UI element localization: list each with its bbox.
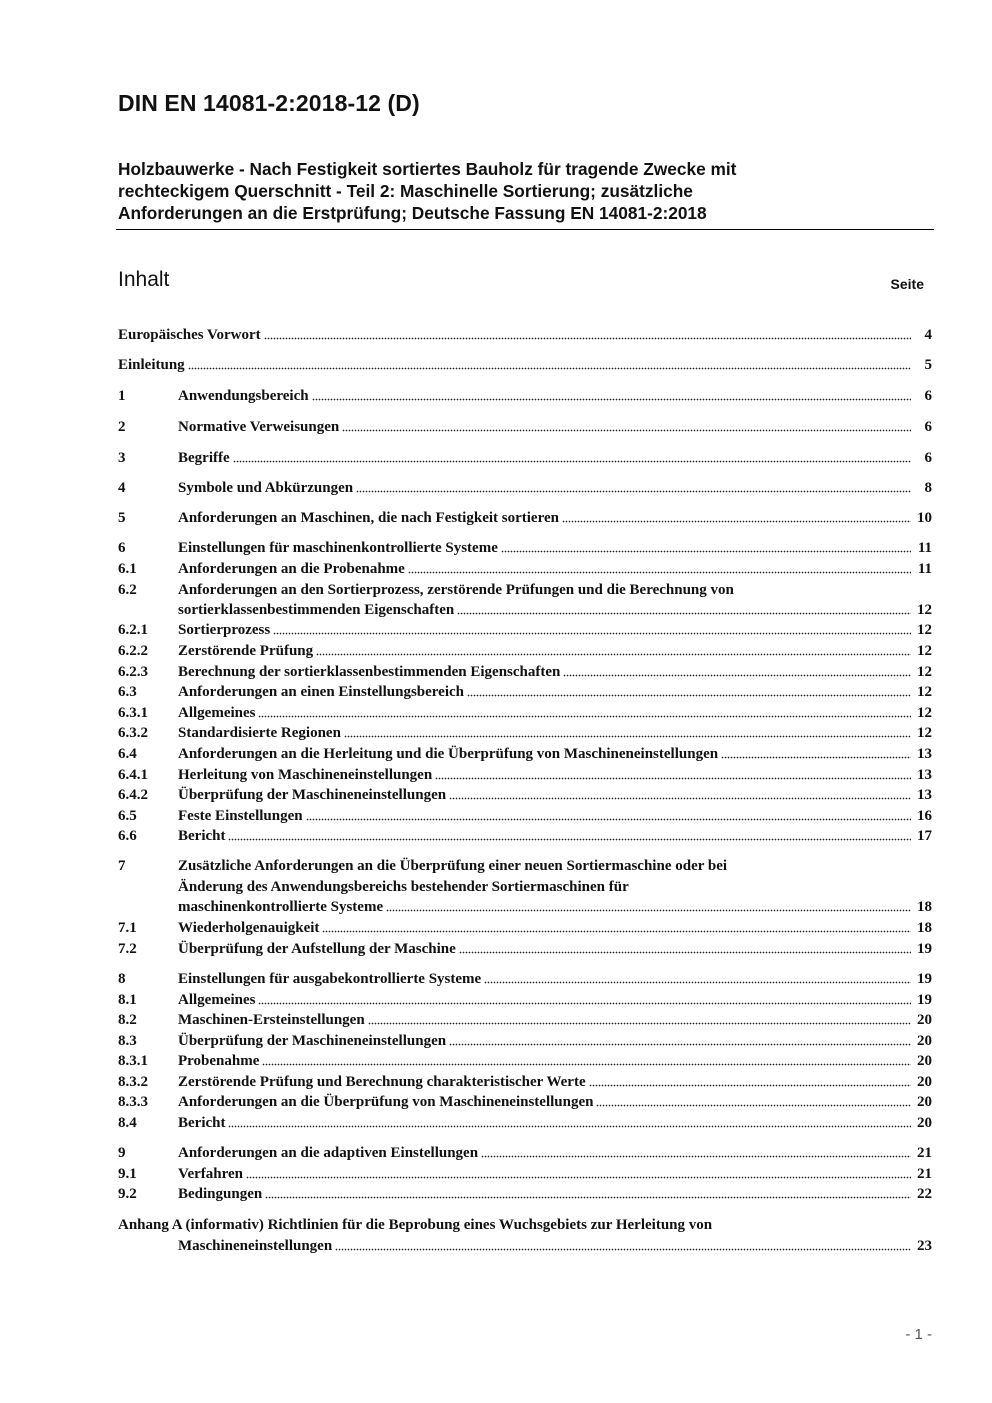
toc-entry[interactable] — [118, 939, 932, 959]
toc-leader-dots — [449, 795, 911, 800]
toc-entry-page: 20 — [917, 1012, 932, 1028]
toc-entry-number: 7.2 — [118, 941, 137, 957]
toc-entry-number: 8.3.3 — [118, 1094, 148, 1110]
page-number: - 1 - — [905, 1326, 932, 1343]
toc-entry[interactable] — [118, 744, 932, 764]
toc-entry-page: 10 — [917, 510, 932, 526]
toc-leader-dots — [596, 1102, 911, 1107]
toc-leader-dots — [721, 754, 911, 759]
toc-entry[interactable] — [118, 918, 932, 938]
toc-entry[interactable] — [118, 417, 932, 437]
toc-entry-page: 6 — [924, 450, 932, 466]
toc-entry-page: 18 — [917, 899, 932, 915]
toc-entry[interactable] — [118, 826, 932, 846]
toc-entry-page: 19 — [917, 992, 932, 1008]
toc-leader-dots — [386, 907, 911, 912]
toc-leader-dots — [246, 1174, 911, 1179]
toc-leader-dots — [258, 713, 911, 718]
toc-leader-dots — [335, 1246, 911, 1251]
toc-entry-number: 6 — [118, 540, 126, 556]
toc-entry-number: 9.1 — [118, 1166, 137, 1182]
toc-entry[interactable] — [118, 785, 932, 805]
toc-entry[interactable] — [118, 1143, 932, 1163]
toc-entry[interactable] — [118, 1031, 932, 1051]
toc-entry-title: Einstellungen für ausgabekontrollierte Systeme — [178, 971, 482, 987]
toc-leader-dots — [264, 335, 911, 340]
toc-entry-number: 9.2 — [118, 1186, 137, 1202]
toc-entry[interactable] — [118, 1236, 932, 1256]
toc-entry-title: Berechnung der sortierklassenbestimmenden Eigenschaften — [178, 664, 561, 680]
toc-entry-title: Änderung des Anwendungsbereichs bestehender Sortiermaschinen für — [178, 879, 629, 895]
toc-leader-dots — [589, 1082, 911, 1087]
toc-entry-page: 20 — [917, 1074, 932, 1090]
toc-entry[interactable] — [118, 355, 932, 375]
document-id: DIN EN 14081-2:2018-12 (D) — [118, 90, 420, 116]
toc-entry[interactable] — [118, 723, 932, 743]
toc-entry-page: 11 — [917, 540, 932, 556]
toc-entry-title: Maschinen-Ersteinstellungen — [178, 1012, 365, 1028]
toc-entry[interactable] — [118, 897, 932, 917]
toc-entry[interactable] — [118, 620, 932, 640]
title-line: rechteckigem Querschnitt - Teil 2: Maschinelle Sortierung; zusätzliche — [118, 181, 693, 201]
toc-leader-dots — [563, 672, 911, 677]
toc-entry[interactable] — [118, 877, 932, 897]
toc-leader-dots — [467, 692, 911, 697]
toc-entry-page: 20 — [917, 1094, 932, 1110]
toc-entry-title: Zerstörende Prüfung — [178, 643, 314, 659]
title-line: Holzbauwerke - Nach Festigkeit sortiertes Bauholz für tragende Zwecke mit — [118, 159, 737, 179]
toc-leader-dots — [233, 458, 911, 463]
toc-leader-dots — [562, 518, 911, 523]
toc-entry[interactable] — [118, 969, 932, 989]
toc-leader-dots — [258, 1000, 911, 1005]
toc-entry[interactable] — [118, 559, 932, 579]
toc-entry[interactable] — [118, 806, 932, 826]
toc-entry-number: 8.3.1 — [118, 1053, 148, 1069]
toc-entry-page: 21 — [917, 1145, 932, 1161]
toc-leader-dots — [265, 1194, 911, 1199]
toc-leader-dots — [368, 1020, 911, 1025]
toc-entry-page: 22 — [917, 1186, 932, 1202]
toc-entry-title: Anforderungen an die adaptiven Einstellungen — [178, 1145, 479, 1161]
toc-entry-number: 1 — [118, 388, 126, 404]
toc-entry[interactable] — [118, 1072, 932, 1092]
toc-entry-page: 13 — [917, 746, 932, 762]
toc-entry-page: 12 — [917, 664, 932, 680]
toc-entry[interactable] — [118, 1184, 932, 1204]
toc-leader-dots — [342, 427, 911, 432]
toc-entry-title: Anhang A (informativ) Richtlinien für die Beprobung eines Wuchsgebiets zur Herleitung von — [118, 1217, 713, 1233]
toc-entry-title: Überprüfung der Maschineneinstellungen — [178, 1033, 447, 1049]
toc-leader-dots — [501, 548, 911, 553]
toc-entry-title: Anforderungen an die Überprüfung von Maschineneinstellungen — [178, 1094, 594, 1110]
toc-entry[interactable] — [118, 765, 932, 785]
toc-entry-number: 6.2.3 — [118, 664, 148, 680]
toc-entry-title: Anforderungen an die Herleitung und die Überprüfung von Maschineneinstellungen — [178, 746, 719, 762]
toc-entry-page: 11 — [917, 561, 932, 577]
toc-leader-dots — [459, 949, 911, 954]
toc-entry-title: Bericht — [178, 828, 226, 844]
toc-entry-number: 6.4 — [118, 746, 137, 762]
toc-entry-number: 8.4 — [118, 1115, 137, 1131]
toc-entry-number: 6.4.2 — [118, 787, 148, 803]
toc-entry-title: Herleitung von Maschineneinstellungen — [178, 767, 433, 783]
toc-entry-number: 6.2.2 — [118, 643, 148, 659]
toc-heading: Inhalt — [118, 268, 170, 291]
toc-entry-page: 19 — [917, 971, 932, 987]
toc-entry[interactable] — [118, 990, 932, 1010]
toc-leader-dots — [188, 365, 911, 370]
toc-entry[interactable] — [118, 600, 932, 620]
toc-entry-number: 6.2 — [118, 582, 137, 598]
toc-entry-title: Überprüfung der Maschineneinstellungen — [178, 787, 447, 803]
toc-entry-title: Anforderungen an die Probenahme — [178, 561, 405, 577]
toc-leader-dots — [312, 396, 911, 401]
toc-leader-dots — [484, 979, 911, 984]
toc-entry-number: 8.3.2 — [118, 1074, 148, 1090]
toc-entry-title: Anforderungen an den Sortierprozess, zerstörende Prüfungen und die Berechnung von — [178, 582, 734, 598]
toc-entry-title: Bedingungen — [178, 1186, 263, 1202]
toc-entry-title: Maschineneinstellungen — [178, 1238, 333, 1254]
toc-entry-number: 8.3 — [118, 1033, 137, 1049]
toc-entry-number: 6.3 — [118, 684, 137, 700]
toc-entry[interactable] — [118, 641, 932, 661]
toc-entry[interactable] — [118, 1051, 932, 1071]
toc-leader-dots — [322, 928, 911, 933]
toc-entry-page: 17 — [917, 828, 932, 844]
toc-entry[interactable] — [118, 1164, 932, 1184]
toc-entry[interactable] — [118, 448, 932, 468]
toc-entry-page: 12 — [917, 705, 932, 721]
toc-entry-number: 3 — [118, 450, 126, 466]
toc-entry-number: 6.2.1 — [118, 622, 148, 638]
toc-entry-title: Standardisierte Regionen — [178, 725, 341, 741]
toc-entry[interactable] — [118, 856, 932, 876]
toc-entry-title: Europäisches Vorwort — [118, 327, 261, 343]
toc-entry[interactable] — [118, 538, 932, 558]
toc-entry-page: 12 — [917, 725, 932, 741]
toc-leader-dots — [356, 488, 911, 493]
toc-entry-title: Sortierprozess — [178, 622, 271, 638]
toc-entry-title: Allgemeines — [178, 992, 256, 1008]
toc-leader-dots — [481, 1153, 911, 1158]
toc-entry-title: Probenahme — [178, 1053, 260, 1069]
toc-entry-page: 16 — [917, 808, 932, 824]
toc-entry-page: 12 — [917, 622, 932, 638]
toc-entry-number: 6.6 — [118, 828, 137, 844]
toc-leader-dots — [449, 1041, 911, 1046]
toc-entry-page: 6 — [924, 419, 932, 435]
toc-entry-page: 8 — [924, 480, 932, 496]
toc-leader-dots — [273, 630, 911, 635]
toc-entry-title: Bericht — [178, 1115, 226, 1131]
toc-entry-number: 6.3.1 — [118, 705, 148, 721]
toc-entry-number: 8 — [118, 971, 126, 987]
toc-entry[interactable] — [118, 662, 932, 682]
toc-entry-page: 23 — [917, 1238, 932, 1254]
toc-leader-dots — [344, 733, 911, 738]
toc-entry-number: 9 — [118, 1145, 126, 1161]
toc-entry-page: 20 — [917, 1053, 932, 1069]
toc-leader-dots — [408, 569, 911, 574]
toc-entry-title: Feste Einstellungen — [178, 808, 303, 824]
toc-entry-page: 13 — [917, 767, 932, 783]
toc-entry-title: sortierklassenbestimmenden Eigenschaften — [178, 602, 455, 618]
toc-entry-page: 12 — [917, 602, 932, 618]
page-column-label: Seite — [890, 276, 924, 292]
toc-leader-dots — [435, 775, 911, 780]
toc-entry-title: Anforderungen an Maschinen, die nach Festigkeit sortieren — [178, 510, 559, 526]
toc-leader-dots — [306, 816, 911, 821]
toc-entry-page: 5 — [924, 357, 932, 373]
toc-entry-number: 4 — [118, 480, 126, 496]
toc-entry-page: 12 — [917, 684, 932, 700]
toc-leader-dots — [228, 1123, 911, 1128]
toc-leader-dots — [228, 836, 911, 841]
toc-entry-page: 20 — [917, 1115, 932, 1131]
toc-entry-page: 20 — [917, 1033, 932, 1049]
toc-entry-title: Zerstörende Prüfung und Berechnung charakteristischer Werte — [178, 1074, 586, 1090]
toc-entry-title: Zusätzliche Anforderungen an die Überprüfung einer neuen Sortiermaschine oder bei — [178, 858, 728, 874]
toc-leader-dots — [316, 651, 911, 656]
toc-entry-page: 21 — [917, 1166, 932, 1182]
toc-entry-number: 8.1 — [118, 992, 137, 1008]
toc-leader-dots — [457, 610, 911, 615]
toc-entry-title: Verfahren — [178, 1166, 243, 1182]
toc-entry-number: 5 — [118, 510, 126, 526]
toc-entry-page: 18 — [917, 920, 932, 936]
toc-entry-number: 6.4.1 — [118, 767, 148, 783]
toc-entry[interactable] — [118, 1010, 932, 1030]
toc-entry[interactable] — [118, 1215, 932, 1235]
toc-entry-title: Anwendungsbereich — [178, 388, 309, 404]
toc-entry[interactable] — [118, 580, 932, 600]
toc-entry[interactable] — [118, 386, 932, 406]
toc-entry[interactable] — [118, 508, 932, 528]
toc-entry[interactable] — [118, 478, 932, 498]
toc-entry-page: 12 — [917, 643, 932, 659]
toc-entry[interactable] — [118, 703, 932, 723]
toc-entry[interactable] — [118, 325, 932, 345]
title-line: Anforderungen an die Erstprüfung; Deutsche Fassung EN 14081-2:2018 — [118, 203, 707, 223]
toc-entry-number: 7 — [118, 858, 126, 874]
toc-entry-title: Einleitung — [118, 357, 185, 373]
toc-entry-title: Begriffe — [178, 450, 230, 466]
toc-leader-dots — [262, 1061, 911, 1066]
toc-entry-number: 6.5 — [118, 808, 137, 824]
toc-entry-page: 4 — [924, 327, 932, 343]
toc-entry-title: Wiederholgenauigkeit — [178, 920, 320, 936]
toc-entry-page: 13 — [917, 787, 932, 803]
toc-entry-title: Einstellungen für maschinenkontrollierte Systeme — [178, 540, 498, 556]
toc-entry-number: 8.2 — [118, 1012, 137, 1028]
toc-entry-title: Allgemeines — [178, 705, 256, 721]
toc-entry-number: 2 — [118, 419, 126, 435]
toc-entry-title: Anforderungen an einen Einstellungsbereich — [178, 684, 465, 700]
toc-entry-title: Überprüfung der Aufstellung der Maschine — [178, 941, 456, 957]
toc-entry-title: Symbole und Abkürzungen — [178, 480, 354, 496]
toc-entry[interactable] — [118, 682, 932, 702]
toc-entry[interactable] — [118, 1092, 932, 1112]
toc-entry-page: 6 — [924, 388, 932, 404]
toc-entry-title: maschinenkontrollierte Systeme — [178, 899, 384, 915]
toc-entry-number: 7.1 — [118, 920, 137, 936]
toc-entry-page: 19 — [917, 941, 932, 957]
toc-entry-title: Normative Verweisungen — [178, 419, 340, 435]
toc-entry[interactable] — [118, 1113, 932, 1133]
toc-entry-number: 6.3.2 — [118, 725, 148, 741]
toc-entry-number: 6.1 — [118, 561, 137, 577]
